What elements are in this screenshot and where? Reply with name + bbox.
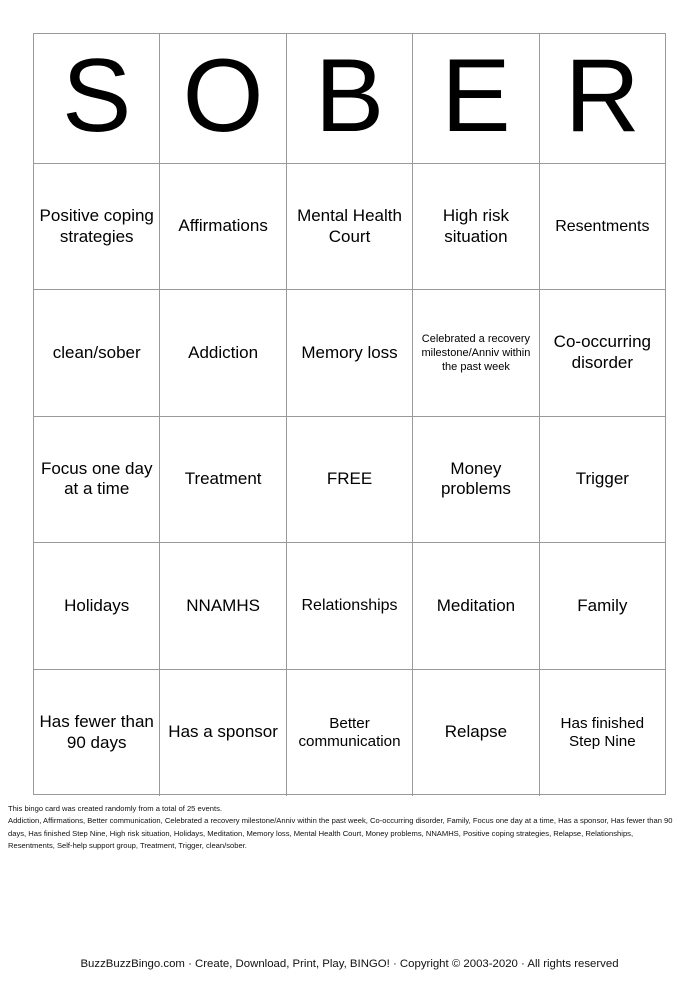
footer-copyright: BuzzBuzzBingo.com · Create, Download, Print, Play, BINGO! · Copyright © 2003-2020 · All rights reserved xyxy=(80,958,619,970)
bingo-row xyxy=(34,164,665,290)
bingo-cell-free[interactable]: FREE xyxy=(287,417,413,543)
bingo-cell[interactable]: Relationships xyxy=(287,543,413,669)
bingo-cell[interactable]: Addiction xyxy=(160,290,286,416)
bingo-cell[interactable]: Holidays xyxy=(34,543,160,669)
bingo-header-letter-2: B xyxy=(287,34,413,164)
bingo-cell[interactable]: Trigger xyxy=(540,417,665,543)
legend-events-list: Addiction, Affirmations, Better communication, Celebrated a recovery milestone/Anniv within the past week, Co-occurring disorder, Family, Focus one day at a time, Has a sponsor, Has fewer than 90 days, Has finished Step Nine, High risk situation, Holidays, Meditation, Memory loss, Mental Health Court, Money problems, NNAMHS, Positive coping strategies, Relapse, Relationships, Resentments, Self-help support group, Treatment, Trigger, clean/sober. xyxy=(8,816,673,850)
bingo-row xyxy=(34,543,665,669)
bingo-row xyxy=(34,290,665,416)
bingo-cell[interactable]: High risk situation xyxy=(413,164,539,290)
bingo-cell[interactable]: Celebrated a recovery milestone/Anniv within the past week xyxy=(413,290,539,416)
bingo-cell[interactable]: Family xyxy=(540,543,665,669)
bingo-cell[interactable]: Has fewer than 90 days xyxy=(34,670,160,796)
bingo-row xyxy=(34,670,665,796)
legend-summary-line: This bingo card was created randomly from a total of 25 events. xyxy=(8,804,222,813)
bingo-cell[interactable]: Resentments xyxy=(540,164,665,290)
bingo-cell[interactable]: Relapse xyxy=(413,670,539,796)
bingo-cell[interactable]: NNAMHS xyxy=(160,543,286,669)
bingo-header-row xyxy=(34,34,665,164)
bingo-cell[interactable]: Meditation xyxy=(413,543,539,669)
bingo-header-letter-3: E xyxy=(413,34,539,164)
bingo-cell[interactable]: Focus one day at a time xyxy=(34,417,160,543)
bingo-card xyxy=(33,33,666,795)
bingo-cell[interactable]: Mental Health Court xyxy=(287,164,413,290)
bingo-cell[interactable]: Better communication xyxy=(287,670,413,796)
bingo-cell[interactable]: Has finished Step Nine xyxy=(560,714,645,750)
bingo-row xyxy=(34,417,665,543)
bingo-cell[interactable]: Money problems xyxy=(413,417,539,543)
bingo-cell[interactable]: clean/sober xyxy=(34,290,160,416)
bingo-header-letter-1: O xyxy=(160,34,286,164)
bingo-cell[interactable]: Affirmations xyxy=(160,164,286,290)
bingo-cell[interactable]: Positive coping strategies xyxy=(34,164,160,290)
bingo-cell[interactable]: Has a sponsor xyxy=(160,670,286,796)
bingo-header-letter-0: S xyxy=(34,34,160,164)
bingo-header-letter-4: R xyxy=(540,34,665,164)
bingo-cell[interactable]: Co-occurring disorder xyxy=(540,290,665,416)
bingo-cell[interactable]: Treatment xyxy=(160,417,286,543)
bingo-cell[interactable]: Memory loss xyxy=(287,290,413,416)
legend xyxy=(8,803,680,852)
